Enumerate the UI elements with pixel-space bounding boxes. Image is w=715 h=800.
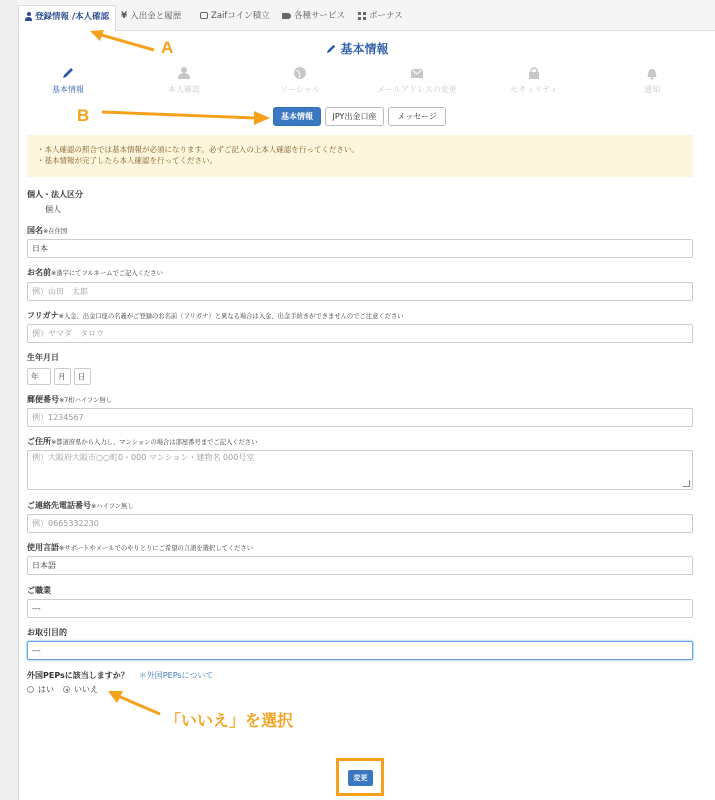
phone-label: ご連絡先電話番号※ハイフン無し <box>27 501 134 510</box>
submit-button[interactable]: 変更 <box>348 770 373 786</box>
tab-services[interactable]: 各種サービス <box>282 6 345 28</box>
grid-icon <box>358 12 366 20</box>
purpose-select[interactable]: --- <box>27 641 693 660</box>
address-label: ご住所※都道府県から入力し、マンションの場合は部屋番号までご記入ください <box>27 437 258 446</box>
pep-no-label: いいえ <box>74 685 98 694</box>
tab-deposit-history[interactable]: ¥ 入出金と履歴 <box>121 6 181 28</box>
subtab-basic-info[interactable]: 基本情報 <box>273 107 321 126</box>
pep-yes-label: はい <box>38 685 54 694</box>
pencil-icon <box>61 66 75 80</box>
pencil-icon <box>326 43 337 54</box>
language-label: 使用言語※サポートやメールでのやりとりにご希望の言語を選択してください <box>27 543 254 552</box>
dob-year-select[interactable]: 年 <box>27 368 51 385</box>
tab-bonus[interactable]: ボーナス <box>358 6 403 28</box>
language-select[interactable]: 日本語 <box>27 556 693 575</box>
annotation-label-b: B <box>77 106 90 125</box>
top-tab-bar <box>18 0 715 31</box>
pep-info-link[interactable]: ＊外国PEPsについて <box>138 671 214 680</box>
pep-yes-radio[interactable] <box>27 686 34 693</box>
tag-icon <box>282 13 291 19</box>
page-title: 基本情報 <box>0 40 715 57</box>
globe-icon <box>293 66 307 80</box>
box-icon <box>200 12 208 19</box>
dob-label: 生年月日 <box>27 353 59 362</box>
phone-input[interactable]: 例）0665332230 <box>27 514 693 533</box>
person-icon <box>177 66 191 80</box>
step-email[interactable]: メールアドレスの変更 <box>367 66 467 95</box>
purpose-label: お取引目的 <box>27 628 67 637</box>
kana-input[interactable]: 例）ヤマダ タロウ <box>27 324 693 343</box>
tab-registration[interactable]: 登録情報 /本人確認 <box>18 5 116 32</box>
entity-type-label: 個人・法人区分 <box>27 190 83 199</box>
step-notification[interactable]: 通知 <box>602 66 702 95</box>
step-social[interactable]: ソーシャル <box>250 66 350 95</box>
dob-month-select[interactable]: 月 <box>54 368 71 385</box>
entity-type-value: 個人 <box>45 205 61 214</box>
lock-icon <box>527 66 541 80</box>
country-label: 国名※在住国 <box>27 226 68 235</box>
subtab-jpy-withdraw-account[interactable]: JPY出金口座 <box>325 107 384 126</box>
annotation-arrow-select <box>106 688 164 718</box>
annotation-select-note: 「いいえ」を選択 <box>165 711 294 730</box>
annotation-label-a: A <box>161 38 174 57</box>
yen-icon: ¥ <box>121 11 128 21</box>
kana-label: フリガナ※入金、出金口座の名義がご登録のお名前（フリガナ）と異なる場合は入金、出金手続きができませんのでご注意ください <box>27 311 404 320</box>
dob-day-select[interactable]: 日 <box>74 368 91 385</box>
job-label: ご職業 <box>27 586 51 595</box>
step-basic-info[interactable]: 基本情報 <box>18 66 118 95</box>
step-security[interactable]: セキュリティ <box>484 66 584 95</box>
job-select[interactable]: --- <box>27 599 693 618</box>
name-label: お名前※漢字にてフルネームでご記入ください <box>27 268 163 277</box>
bell-icon <box>645 66 659 80</box>
annotation-arrow-b <box>100 108 272 128</box>
step-identity[interactable]: 本人確認 <box>134 66 234 95</box>
person-icon <box>25 12 32 21</box>
zip-input[interactable]: 例）1234567 <box>27 408 693 427</box>
pep-no-radio[interactable] <box>63 686 70 693</box>
resize-handle-icon[interactable] <box>683 480 690 487</box>
submit-highlight <box>336 758 384 796</box>
zip-label: 郵便番号※7桁ハイフン無し <box>27 395 112 404</box>
pep-question: 外国PEPsに該当しますか？ ＊外国PEPsについて <box>27 671 214 680</box>
address-textarea[interactable]: 例）大阪府大阪市○○町0・000 マンション・建物名 000号室 <box>27 450 693 490</box>
envelope-icon <box>410 66 424 80</box>
tab-zaif-coin[interactable]: Zaifコイン積立 <box>200 6 270 28</box>
name-input[interactable]: 例）山田 太郎 <box>27 282 693 301</box>
country-select[interactable]: 日本 <box>27 239 693 258</box>
notice-box: ・本人確認の照合では基本情報が必須になります。必ずご記入の上本人確認を行ってください。 ・基本情報が完了したら本人確認を行ってください。 <box>27 135 693 177</box>
subtab-message[interactable]: メッセージ <box>388 107 446 126</box>
